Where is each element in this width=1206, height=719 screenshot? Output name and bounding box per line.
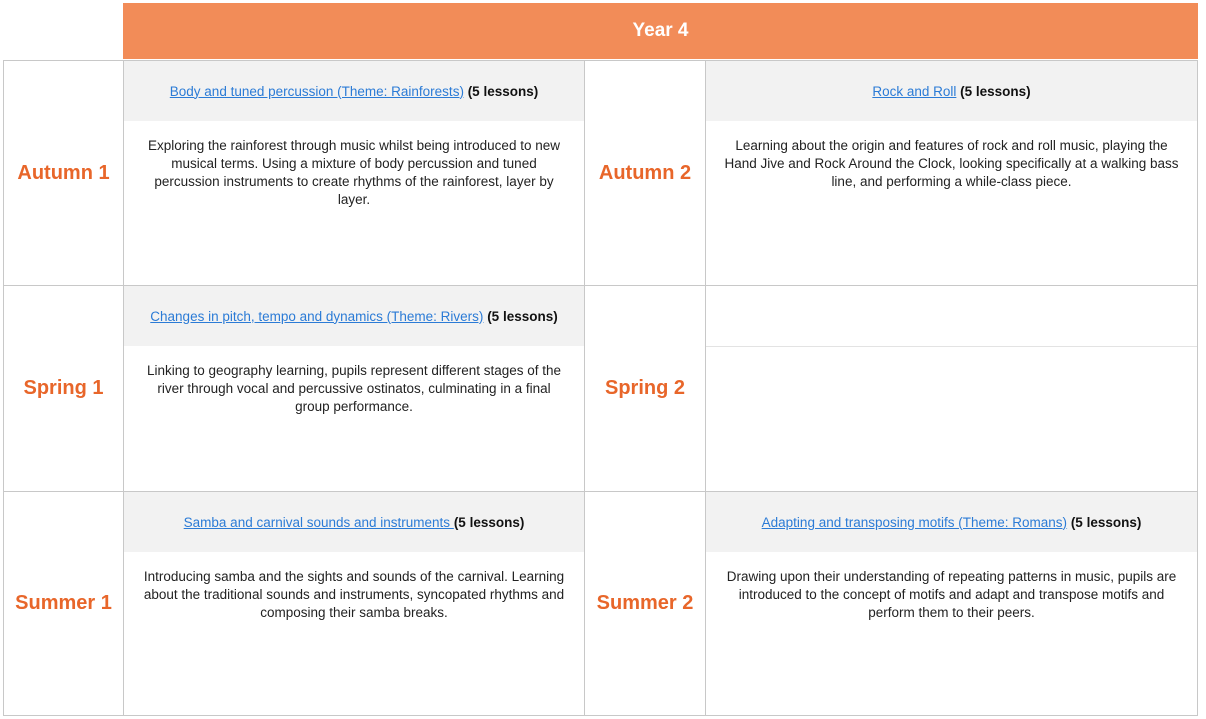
unit-link-adapting-motifs[interactable]: Adapting and transposing motifs (Theme: Romans) (761, 514, 1068, 530)
term-summer-2 (584, 491, 705, 716)
unit-description: Exploring the rainforest through music whilst being introduced to new musical terms. Using a mixture of body percussion and tuned percussion instruments to create rhythms of the rainforest, layer by layer. (148, 138, 560, 207)
unit-heading (124, 286, 584, 346)
unit-description: Introducing samba and the sights and sounds of the carnival. Learning about the traditional sounds and instruments, syncopated rhythms and composing their samba breaks. (143, 569, 565, 620)
term-label: Spring 2 (604, 377, 685, 399)
unit-spring-2-empty (705, 285, 1198, 491)
unit-link-rock-and-roll[interactable]: Rock and Roll (872, 83, 957, 99)
lesson-count: (5 lessons) (453, 514, 525, 530)
term-spring-2 (584, 285, 705, 491)
lesson-count: (5 lessons) (956, 83, 1031, 99)
unit-spring-1 (123, 285, 584, 491)
unit-heading (706, 492, 1197, 552)
year-title: Year 4 (632, 20, 689, 41)
term-label: Summer 1 (15, 592, 112, 614)
term-label: Autumn 2 (598, 161, 692, 184)
unit-autumn-1 (123, 60, 584, 285)
term-spring-1 (3, 285, 123, 491)
term-summer-1 (3, 491, 123, 716)
unit-link-changes-in-pitch[interactable]: Changes in pitch, tempo and dynamics (Theme: Rivers) (150, 308, 484, 324)
unit-description: Drawing upon their understanding of repeating patterns in music, pupils are introduced to the concept of motifs and adapt and transpose motifs and perform them to their peers. (726, 569, 1177, 620)
unit-heading (124, 492, 584, 552)
term-label: Autumn 1 (17, 161, 110, 184)
empty-unit-slot (706, 286, 1197, 347)
unit-link-body-tuned-percussion[interactable]: Body and tuned percussion (Theme: Rainforests) (169, 83, 464, 99)
unit-link-samba-carnival[interactable]: Samba and carnival sounds and instruments (183, 514, 454, 530)
unit-summer-1 (123, 491, 584, 716)
curriculum-grid (3, 60, 1198, 716)
year-header (123, 3, 1198, 59)
unit-heading (124, 61, 584, 121)
unit-description: Learning about the origin and features of rock and roll music, playing the Hand Jive and Rock Around the Clock, looking specifically at a walking bass line, and performing a while-class piece. (724, 138, 1179, 189)
lesson-count: (5 lessons) (1067, 514, 1142, 530)
lesson-count: (5 lessons) (463, 83, 539, 99)
unit-description: Linking to geography learning, pupils represent different stages of the river through vocal and percussive ostinatos, culminating in a final group performance. (146, 363, 562, 414)
term-label: Spring 1 (23, 377, 104, 399)
term-label: Summer 2 (596, 592, 694, 614)
unit-autumn-2 (705, 60, 1198, 285)
term-autumn-2 (584, 60, 705, 285)
unit-heading (706, 61, 1197, 121)
term-autumn-1 (3, 60, 123, 285)
lesson-count: (5 lessons) (483, 308, 558, 324)
unit-summer-2 (705, 491, 1198, 716)
